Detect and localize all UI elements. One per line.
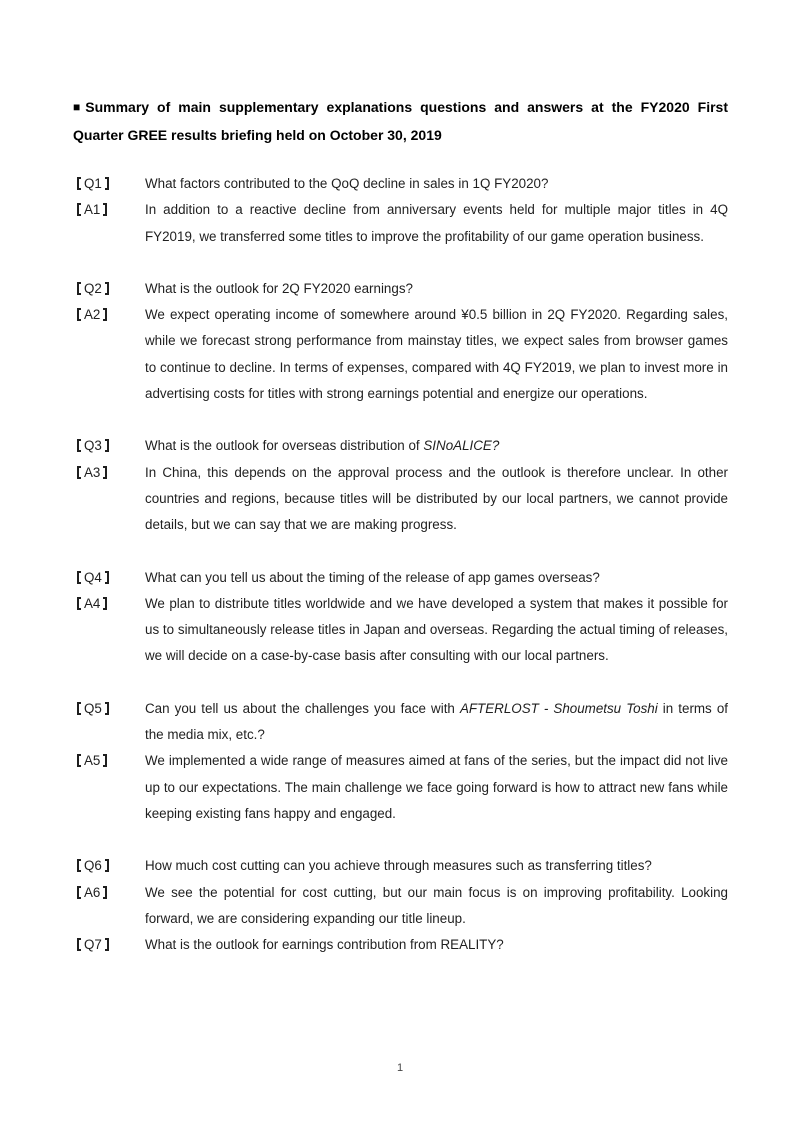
game-title-afterlost: AFTERLOST - Shoumetsu Toshi [459,700,658,716]
qa-row-q3 [73,433,728,459]
left-lenticular-bracket-icon [77,938,81,951]
qa-label-a1 [73,197,145,250]
qa-label-q4 [73,565,145,591]
qa-label-a3 [73,460,145,539]
qa-list [73,171,728,958]
right-lenticular-bracket-icon [105,571,109,584]
qa-row-a3 [73,460,728,539]
right-lenticular-bracket-icon [105,702,109,715]
left-lenticular-bracket-icon [77,203,81,216]
question-q5-text [145,696,728,749]
question-q6-text: How much cost cutting can you achieve through measures such as transferring titles? [145,858,652,874]
qa-row-q2 [73,276,728,302]
qa-label-q2 [73,276,145,302]
qa-row-q5 [73,696,728,749]
square-bullet-icon: ■ [73,100,81,114]
right-lenticular-bracket-icon [103,886,107,899]
question-q5-text-pre: Can you tell us about the challenges you face with [145,700,460,716]
left-lenticular-bracket-icon [77,702,81,715]
qa-row-q6 [73,853,728,879]
qa-label-text: A3 [84,464,101,480]
left-lenticular-bracket-icon [77,859,81,872]
qa-label-text: Q7 [84,937,102,953]
qa-label-a4 [73,591,145,670]
qa-label-q6 [73,853,145,879]
qa-row-a4 [73,591,728,670]
question-q3-text-pre: What is the outlook for overseas distribution of [145,438,424,454]
question-q4-text: What can you tell us about the timing of the release of app games overseas? [145,569,600,585]
page-number: 1 [396,1062,404,1074]
qa-label-a6 [73,880,145,933]
qa-row-a6 [73,880,728,933]
right-lenticular-bracket-icon [105,177,109,190]
left-lenticular-bracket-icon [77,886,81,899]
qa-row-q1 [73,171,728,197]
right-lenticular-bracket-icon [105,439,109,452]
right-lenticular-bracket-icon [103,308,107,321]
qa-label-text: A5 [84,753,101,769]
question-q1-text: What factors contributed to the QoQ decline in sales in 1Q FY2020? [145,176,549,191]
qa-row-q4 [73,565,728,591]
right-lenticular-bracket-icon [105,282,109,295]
qa-label-text: A1 [84,202,101,218]
qa-label-text: A2 [84,307,101,323]
answer-a5-text: We implemented a wide range of measures aimed at fans of the series, but the impact did not live up to our expectations. The main challenge we face going forward is how to attract new fans while keeping existing fans happy and engaged. [145,753,728,821]
qa-label-q5 [73,696,145,749]
question-q5-text-post: in terms of the media mix, etc.? [145,700,728,743]
doc-title-text: Summary of main supplementary explanations questions and answers at the FY2020 First Quarter GREE results briefing held on October 30, 2019 [73,99,728,143]
right-lenticular-bracket-icon [103,597,107,610]
qa-row-a2 [73,302,728,407]
left-lenticular-bracket-icon [77,754,81,767]
game-title-sinoalice: SINoALICE? [423,438,500,454]
qa-label-a5 [73,748,145,827]
doc-title [73,94,728,149]
qa-label-text: Q2 [84,280,102,296]
right-lenticular-bracket-icon [105,859,109,872]
qa-label-text: Q4 [84,569,102,585]
qa-row-a5 [73,748,728,827]
right-lenticular-bracket-icon [103,754,107,767]
right-lenticular-bracket-icon [103,203,107,216]
left-lenticular-bracket-icon [77,308,81,321]
question-q2-text: What is the outlook for 2Q FY2020 earnings? [145,280,413,296]
right-lenticular-bracket-icon [103,466,107,479]
answer-a6-text: We see the potential for cost cutting, but our main focus is on improving profitability. Looking forward, we are considering expanding our title lineup. [145,884,728,926]
answer-a3-text: In China, this depends on the approval process and the outlook is therefore unclear. In other countries and regions, because titles will be distributed by our local partners, we cannot provide details, but we can say that we are making progress. [145,464,728,533]
qa-label-text: Q5 [84,700,102,716]
qa-label-q3 [73,433,145,459]
qa-label-text: Q6 [84,858,102,874]
question-q7-text: What is the outlook for earnings contribution from REALITY? [145,937,504,953]
qa-label-text: A6 [84,884,101,900]
answer-a4-text: We plan to distribute titles worldwide and we have developed a system that makes it possible for us to simultaneously release titles in Japan and overseas. Regarding the actual timing of releases, we will decide on a case-by-case basis after consulting with our local partners. [145,595,728,664]
answer-a1-text: In addition to a reactive decline from anniversary events held for multiple major titles in 4Q FY2019, we transferred some titles to improve the profitability of our game operation business. [145,202,728,244]
qa-row-a1 [73,197,728,250]
left-lenticular-bracket-icon [77,466,81,479]
left-lenticular-bracket-icon [77,177,81,190]
right-lenticular-bracket-icon [105,938,109,951]
left-lenticular-bracket-icon [77,282,81,295]
left-lenticular-bracket-icon [77,571,81,584]
qa-label-text: A4 [84,595,101,611]
left-lenticular-bracket-icon [77,439,81,452]
qa-label-q1 [73,171,145,197]
qa-label-q7 [73,932,145,958]
qa-label-text: Q3 [84,438,102,454]
qa-row-q7 [73,932,728,958]
left-lenticular-bracket-icon [77,597,81,610]
question-q3-text [145,433,728,459]
qa-label-a2 [73,302,145,407]
answer-a2-text: We expect operating income of somewhere around ¥0.5 billion in 2Q FY2020. Regarding sales, while we forecast strong performance from mainstay titles, we expect sales from browser games to continue to decline. In terms of expenses, compared with 4Q FY2019, we plan to invest more in advertising costs for titles with strong earnings potential and energize our operations. [145,307,728,402]
qa-label-text: Q1 [84,176,102,191]
